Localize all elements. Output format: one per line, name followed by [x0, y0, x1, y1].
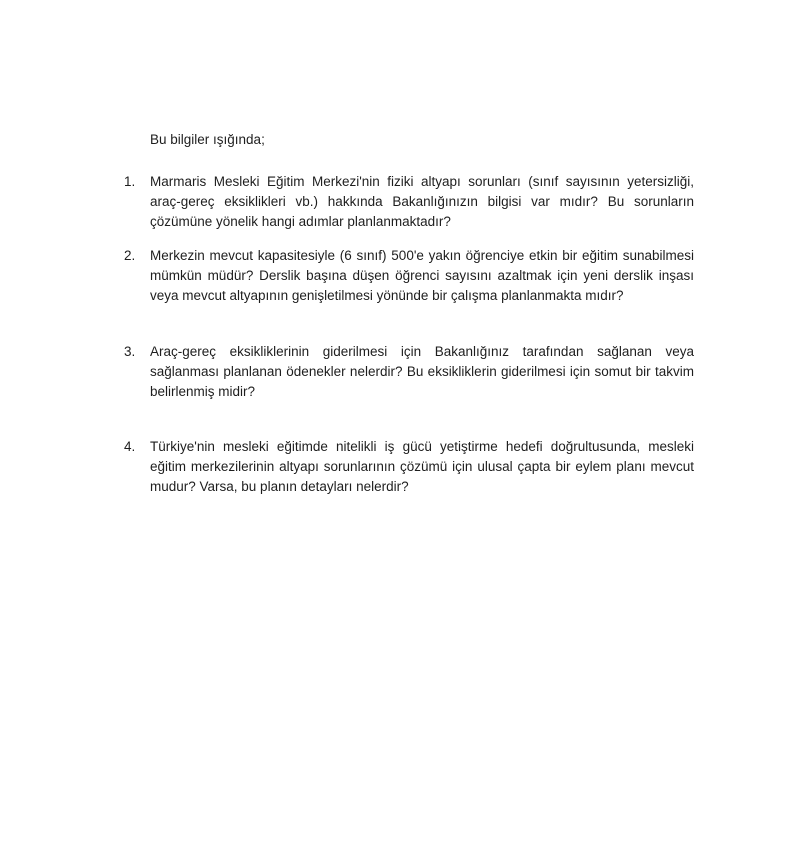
- question-text: Marmaris Mesleki Eğitim Merkezi'nin fiziki altyapı sorunları (sınıf sayısının yetersizliği, araç-gereç eksiklikleri vb.) hakkında Bakanlığınızın bilgisi var mıdır? Bu sorunların çözümüne yönelik hangi adımlar planlanmaktadır?: [150, 174, 694, 229]
- question-text: Merkezin mevcut kapasitesiyle (6 sınıf) 500'e yakın öğrenciye etkin bir eğitim sunabilmesi mümkün müdür? Derslik başına düşen öğrenci sayısını azaltmak için yeni derslik inşası veya mevcut altyapının genişletilmesi yönünde bir çalışma planlanmakta mıdır?: [150, 248, 694, 303]
- question-number: 3.: [124, 344, 136, 359]
- question-text: Türkiye'nin mesleki eğitimde nitelikli iş gücü yetiştirme hedefi doğrultusunda, mesleki eğitim merkezilerinin altyapı sorunlarının çözümü için ulusal çapta bir eylem planı mevcut mudur? Varsa, bu planın detayları nelerdir?: [150, 439, 694, 494]
- question-item-3: [124, 342, 694, 402]
- question-item-1: [124, 172, 694, 232]
- intro-text: Bu bilgiler ışığında;: [150, 132, 265, 147]
- question-item-2: [124, 246, 694, 306]
- question-text: Araç-gereç eksikliklerinin giderilmesi için Bakanlığınız tarafından sağlanan veya sağlanması planlanan ödenekler nelerdir? Bu eksikliklerin giderilmesi için somut bir takvim belirlenmiş midir?: [150, 344, 694, 399]
- question-number: 2.: [124, 248, 136, 263]
- question-number: 4.: [124, 439, 136, 454]
- question-number: 1.: [124, 174, 136, 189]
- question-item-4: [124, 437, 694, 497]
